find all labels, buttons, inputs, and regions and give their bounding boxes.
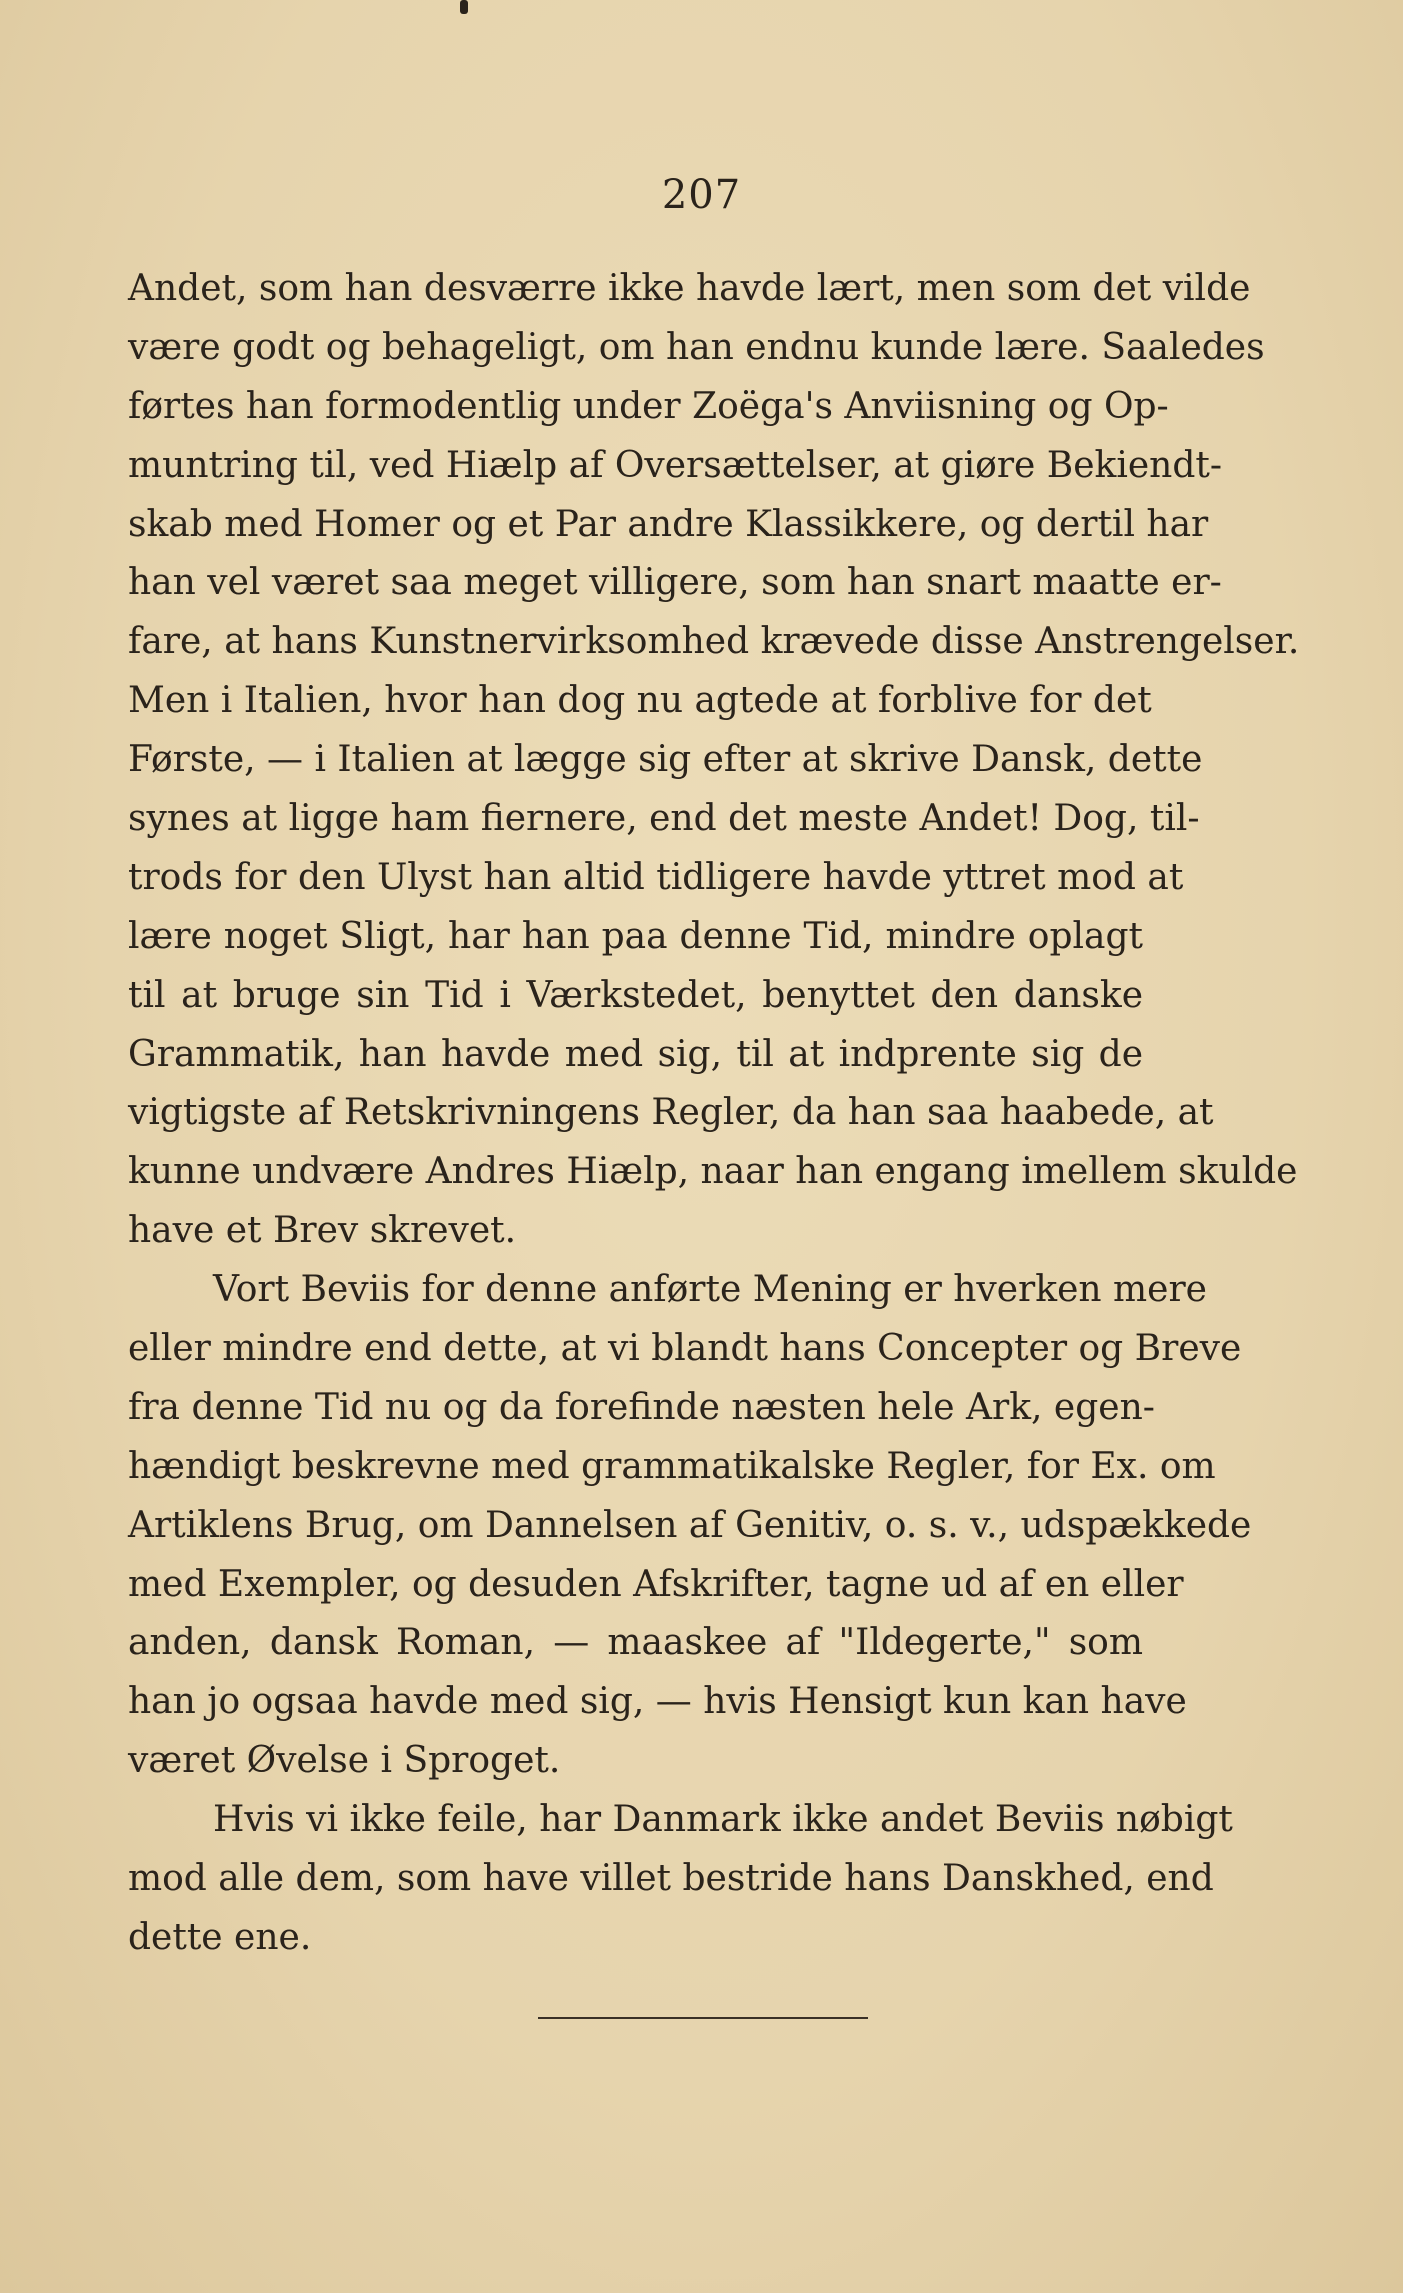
text-line: have et Brev skrevet. — [128, 1210, 517, 1252]
text-line: dette ene. — [128, 1916, 312, 1958]
text-line: eller mindre end dette, at vi blandt hans Concepter og Breve — [128, 1328, 1242, 1370]
closing-rule — [538, 2017, 868, 2019]
text-line: Men i Italien, hvor han dog nu agtede at forblive for det — [128, 680, 1152, 722]
paragraph — [128, 1261, 1252, 1791]
text-line: Andet, som han desværre ikke havde lært, men som det vilde — [128, 268, 1251, 309]
text-line: trods for den Ulyst han altid tidligere havde yttret mod at — [128, 856, 1184, 898]
text-line: han vel været saa meget villigere, som han snart maatte er- — [128, 562, 1222, 604]
text-line: til at bruge sin Tid i Værkstedet, benyttet den danske — [128, 974, 1143, 1016]
text-line: skab med Homer og et Par andre Klassikkere, og dertil har — [128, 503, 1209, 545]
text-line: fare, at hans Kunstnervirksomhed krævede disse Anstrengelser. — [128, 621, 1300, 663]
text-line: førtes han formodentlig under Zoëga's Anviisning og Op- — [128, 385, 1169, 427]
text-line: Grammatik, han havde med sig, til at indprente sig de — [128, 1033, 1143, 1075]
text-line: med Exempler, og desuden Afskrifter, tagne ud af en eller — [128, 1563, 1184, 1605]
body-text — [128, 260, 1300, 1968]
text-line: hændigt beskrevne med grammatikalske Regler, for Ex. om — [128, 1445, 1216, 1487]
text-line: han jo ogsaa havde med sig, — hvis Hensigt kun kan have — [128, 1681, 1187, 1723]
text-line: Hvis vi ikke feile, har Danmark ikke andet Beviis nøbigt — [213, 1799, 1233, 1841]
text-line: være godt og behageligt, om han endnu kunde lære. Saaledes — [128, 326, 1265, 368]
text-line: Artiklens Brug, om Dannelsen af Genitiv, o. s. v., udspækkede — [128, 1504, 1252, 1546]
text-line: synes at ligge ham fiernere, end det meste Andet! Dog, til- — [128, 798, 1200, 840]
text-line: muntring til, ved Hiælp af Oversættelser, at giøre Bekiendt- — [128, 444, 1223, 486]
text-line: mod alle dem, som have villet bestride hans Danskhed, end — [128, 1858, 1214, 1900]
text-line: kunne undvære Andres Hiælp, naar han engang imellem skulde — [128, 1151, 1298, 1193]
text-line: anden, dansk Roman, — maaskee af "Ildegerte," som — [128, 1622, 1143, 1664]
paragraph — [128, 260, 1300, 1261]
paragraph — [128, 1791, 1233, 1968]
page-number: 207 — [661, 172, 742, 218]
text-line: vigtigste af Retskrivningens Regler, da han saa haabede, at — [128, 1092, 1214, 1134]
text-line: Vort Beviis for denne anførte Mening er hverken mere — [213, 1269, 1207, 1311]
text-line: været Øvelse i Sproget. — [128, 1740, 561, 1782]
text-line: lære noget Sligt, har han paa denne Tid, mindre oplagt — [128, 915, 1143, 957]
text-line: fra denne Tid nu og da forefinde næsten hele Ark, egen- — [128, 1386, 1155, 1428]
ink-speck — [460, 0, 468, 14]
text-line: Første, — i Italien at lægge sig efter at skrive Dansk, dette — [128, 739, 1203, 781]
